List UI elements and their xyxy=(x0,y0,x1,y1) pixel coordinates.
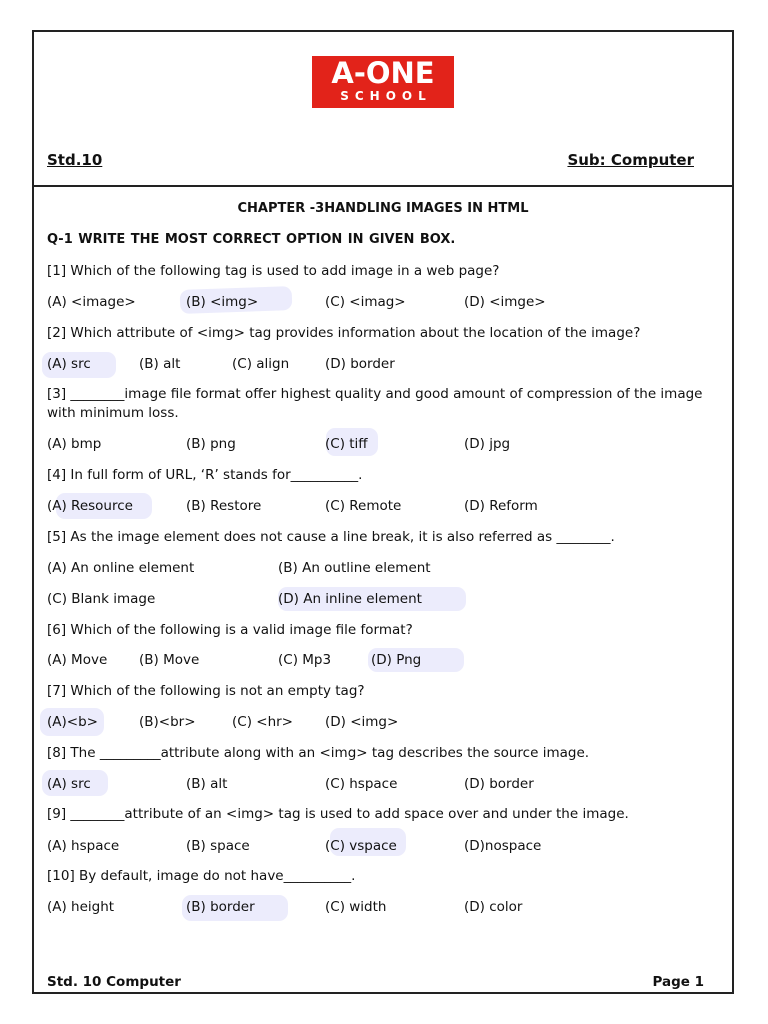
question-text: [10] By default, image do not have__________. xyxy=(47,868,356,884)
page-number: Page 1 xyxy=(652,974,704,990)
question-text: [8] The _________attribute along with an <img> tag describes the source image. xyxy=(47,745,590,761)
logo-sub-text: SCHOOL xyxy=(340,89,432,103)
option-c: (C) width xyxy=(325,899,387,915)
option-a: (A) Move xyxy=(47,652,108,668)
question-text: [9] ________attribute of an <img> tag is used to add space over and under the image. xyxy=(47,806,629,822)
footer-left: Std. 10 Computer xyxy=(47,974,181,990)
question-text: [3] ________image file format offer highest quality and good amount of compression of the image with minimum loss. xyxy=(47,386,703,421)
option-b: (B) alt xyxy=(186,776,228,792)
option-d: (D) <img> xyxy=(325,714,399,730)
question-text: [1] Which of the following tag is used to add image in a web page? xyxy=(47,263,500,279)
option-a: (A) src xyxy=(47,776,91,792)
option-a: (A) An online element xyxy=(47,560,195,576)
question-text: [6] Which of the following is a valid image file format? xyxy=(47,622,413,638)
option-a: (A) height xyxy=(47,899,115,915)
option-d: (D) border xyxy=(325,356,395,372)
option-a: (A)<b> xyxy=(47,714,98,730)
option-c: (C) vspace xyxy=(325,838,397,854)
option-a: (A) <image> xyxy=(47,294,136,310)
chapter-title: CHAPTER -3HANDLING IMAGES IN HTML xyxy=(237,201,529,216)
option-c: (C) Mp3 xyxy=(278,652,332,668)
option-c: (C) tiff xyxy=(325,436,368,452)
option-d: (D) jpg xyxy=(464,436,511,452)
option-a: (A) hspace xyxy=(47,838,120,854)
logo-main-text: A-ONE xyxy=(331,56,435,90)
option-b: (B) space xyxy=(186,838,250,854)
section-title: Q-1 WRITE THE MOST CORRECT OPTION IN GIVEN BOX. xyxy=(47,232,456,247)
question-text: [7] Which of the following is not an empty tag? xyxy=(47,683,365,699)
option-d: (D)nospace xyxy=(464,838,542,854)
option-a: (A) Resource xyxy=(47,498,133,514)
option-a: (A) bmp xyxy=(47,436,102,452)
option-c: (C) align xyxy=(232,356,290,372)
option-b: (B) Restore xyxy=(186,498,262,514)
option-b: (B) border xyxy=(186,899,255,915)
option-c: (C) Blank image xyxy=(47,591,156,607)
option-b: (B)<br> xyxy=(139,714,196,730)
question-text: [2] Which attribute of <img> tag provides information about the location of the image? xyxy=(47,325,641,341)
option-c: (C) <hr> xyxy=(232,714,293,730)
subject-label: Sub: Computer xyxy=(567,151,694,169)
option-d: (D) Reform xyxy=(464,498,538,514)
option-c: (C) hspace xyxy=(325,776,398,792)
option-b: (B) Move xyxy=(139,652,200,668)
option-d: (D) An inline element xyxy=(278,591,422,607)
option-d: (D) <imge> xyxy=(464,294,546,310)
option-a: (A) src xyxy=(47,356,91,372)
option-d: (D) color xyxy=(464,899,523,915)
question-text: [5] As the image element does not cause a line break, it is also referred as ________. xyxy=(47,529,615,545)
option-b: (B) An outline element xyxy=(278,560,431,576)
option-b: (B) alt xyxy=(139,356,181,372)
option-c: (C) Remote xyxy=(325,498,402,514)
school-logo xyxy=(312,56,454,108)
option-b: (B) png xyxy=(186,436,236,452)
header-divider xyxy=(32,185,734,187)
option-d: (D) Png xyxy=(371,652,422,668)
option-c: (C) <imag> xyxy=(325,294,406,310)
question-text: [4] In full form of URL, ‘R’ stands for__________. xyxy=(47,467,363,483)
option-d: (D) border xyxy=(464,776,534,792)
std-label: Std.10 xyxy=(47,151,103,169)
option-b: (B) <img> xyxy=(186,294,259,310)
